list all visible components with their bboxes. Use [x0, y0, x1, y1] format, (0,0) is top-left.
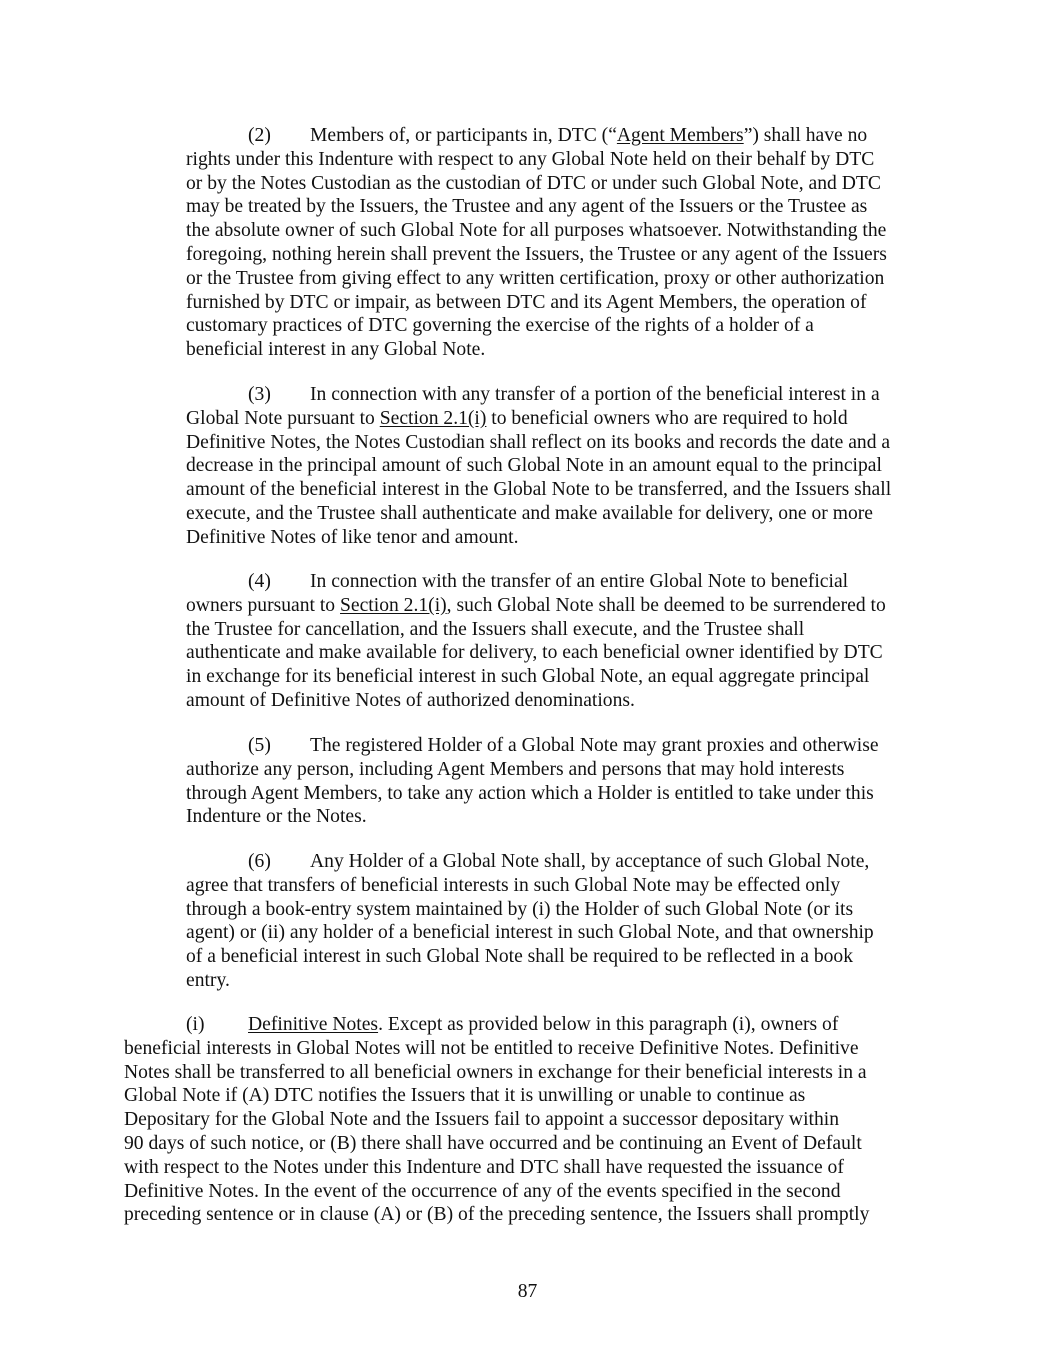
paragraph-line: (2) Members of, or participants in, DTC (“Agent Members”) shall have no	[248, 125, 868, 146]
section-reference: Section 2.1(i)	[340, 594, 447, 616]
paragraph-number: (5)	[248, 735, 271, 756]
paragraph-line: beneficial interests in Global Notes will not be entitled to receive Definitive Notes. Definitive	[124, 1037, 859, 1059]
paragraph-4	[186, 570, 936, 713]
paragraph-line: rights under this Indenture with respect to any Global Note held on their behalf by DTC	[186, 148, 875, 170]
paragraph-line: execute, and the Trustee shall authenticate and make available for delivery, one or more	[186, 502, 873, 524]
paragraph-line: (i) Definitive Notes. Except as provided below in this paragraph (i), owners of	[186, 1014, 839, 1035]
paragraph-i-definitive-notes	[124, 1013, 914, 1227]
paragraph-line: of a beneficial interest in such Global Note shall be required to be reflected in a book	[186, 946, 854, 968]
paragraph-line: entry.	[186, 969, 230, 991]
paragraph-number: (6)	[248, 851, 271, 872]
paragraph-line: Definitive Notes of like tenor and amount.	[186, 526, 519, 548]
paragraph-line: authorize any person, including Agent Members and persons that may hold interests	[186, 758, 845, 780]
section-reference: Section 2.1(i)	[379, 407, 487, 429]
paragraph-line: agent) or (ii) any holder of a beneficial interest in such Global Note, and that ownership	[186, 922, 874, 944]
paragraph-line: decrease in the principal amount of such Global Note in an amount equal to the principal	[186, 455, 882, 477]
paragraph-line: Global Note if (A) DTC notifies the Issuers that it is unwilling or unable to continue as	[124, 1085, 806, 1107]
defined-term: Agent Members	[616, 125, 744, 146]
paragraph-line: or by the Notes Custodian as the custodian of DTC or under such Global Note, and DTC	[186, 172, 881, 194]
paragraph-number: (4)	[248, 571, 271, 592]
paragraph-line: amount of the beneficial interest in the Global Note to be transferred, and the Issuers shall	[186, 479, 892, 501]
paragraph-line: the absolute owner of such Global Note for all purposes whatsoever. Notwithstanding the	[186, 220, 887, 242]
paragraph-line: in exchange for its beneficial interest in such Global Note, an equal aggregate principal	[186, 666, 870, 688]
paragraph-line: (3) In connection with any transfer of a portion of the beneficial interest in a	[248, 384, 880, 405]
paragraph-number: (3)	[248, 384, 271, 405]
paragraph-line: may be treated by the Issuers, the Trustee and any agent of the Issuers or the Trustee as	[186, 196, 868, 218]
paragraph-line: through a book-entry system maintained by (i) the Holder of such Global Note (or its	[186, 898, 854, 920]
paragraph-line: Notes shall be transferred to all beneficial owners in exchange for their beneficial interests in a	[124, 1061, 867, 1083]
paragraph-line: customary practices of DTC governing the exercise of the rights of a holder of a	[186, 315, 814, 337]
paragraph-line: (5) The registered Holder of a Global Note may grant proxies and otherwise	[248, 735, 879, 756]
paragraph-line: furnished by DTC or impair, as between DTC and its Agent Members, the operation of	[186, 291, 867, 313]
paragraph-line: amount of Definitive Notes of authorized denominations.	[186, 689, 635, 711]
paragraph-line: Definitive Notes. In the event of the occurrence of any of the events specified in the second	[124, 1180, 841, 1202]
paragraph-line: with respect to the Notes under this Indenture and DTC shall have requested the issuance of	[124, 1156, 844, 1178]
paragraph-line: (4) In connection with the transfer of an entire Global Note to beneficial	[248, 571, 849, 592]
paragraph-line: Indenture or the Notes.	[186, 806, 367, 828]
paragraph-line: agree that transfers of beneficial interests in such Global Note may be effected only	[186, 874, 841, 896]
paragraph-2	[186, 124, 936, 362]
paragraph-line: beneficial interest in any Global Note.	[186, 339, 486, 361]
paragraph-number: (i)	[186, 1014, 205, 1035]
page-number: 87	[517, 1281, 538, 1302]
paragraph-line: authenticate and make available for delivery, to each beneficial owner identified by DTC	[186, 642, 883, 664]
paragraph-line: owners pursuant to Section 2.1(i), such Global Note shall be deemed to be surrendered to	[186, 594, 886, 616]
paragraph-line: Global Note pursuant to Section 2.1(i) to beneficial owners who are required to hold	[186, 407, 848, 429]
paragraph-line: 90 days of such notice, or (B) there shall have occurred and be continuing an Event of Default	[124, 1132, 862, 1154]
paragraph-line: through Agent Members, to take any action which a Holder is entitled to take under this	[186, 782, 874, 804]
paragraph-line: the Trustee for cancellation, and the Issuers shall execute, and the Trustee shall	[186, 618, 805, 640]
paragraph-line: (6) Any Holder of a Global Note shall, by acceptance of such Global Note,	[248, 851, 870, 872]
paragraph-line: or the Trustee from giving effect to any written certification, proxy or other authorization	[186, 267, 885, 289]
section-heading: Definitive Notes	[248, 1014, 379, 1035]
paragraph-3	[186, 383, 936, 550]
paragraph-5	[186, 734, 936, 829]
paragraph-line: foregoing, nothing herein shall prevent the Issuers, the Trustee or any agent of the Issuers	[186, 243, 887, 265]
paragraph-number: (2)	[248, 125, 271, 146]
paragraph-line: Definitive Notes, the Notes Custodian shall reflect on its books and records the date and a	[186, 431, 891, 453]
paragraph-line: preceding sentence or in clause (A) or (B) of the preceding sentence, the Issuers shall promptly	[124, 1204, 870, 1226]
paragraph-line: Depositary for the Global Note and the Issuers fail to appoint a successor depositary within	[124, 1109, 839, 1131]
paragraph-6	[186, 850, 936, 993]
